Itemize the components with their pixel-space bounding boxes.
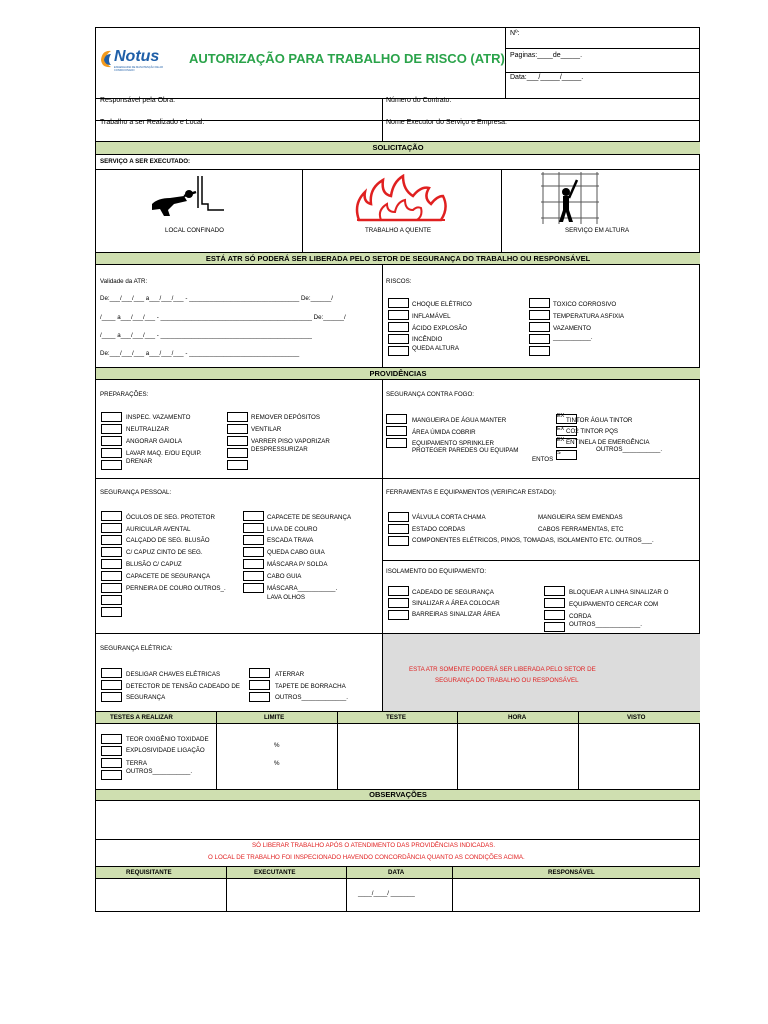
preparacao-item: LAVAR MAQ. E/OU EQUIP. [126,450,202,457]
risco-item: QUEDA ALTURA [412,345,459,352]
pessoal-item: ÓCULOS DE SEG. PROTETOR [126,514,215,521]
pessoal-checkbox[interactable] [101,607,122,617]
fogo-item: MANGUEIRA DE ÁGUA MANTER [412,417,507,424]
fogo-item: EQUIPAMENTO SPRINKLER [412,440,494,447]
assinatura-col-header: EXECUTANTE [254,869,296,876]
preparacao-item: VARRER PISO VAPORIZAR [251,438,330,445]
eletrica-item: DETECTOR DE TENSÃO CADEADO DE [126,683,240,690]
eletrica-checkbox[interactable] [101,680,122,690]
pessoal-checkbox[interactable] [101,595,122,605]
ferramenta-checkbox[interactable] [388,512,409,522]
isolamento-item: BLOQUEAR A LINHA SINALIZAR O [569,589,669,596]
data-field[interactable]: Data:___/_____/_____. [510,74,584,81]
pessoal-checkbox[interactable] [101,523,122,533]
risco-item: VAZAMENTO [553,325,591,332]
risco-checkbox[interactable] [388,322,409,332]
preparacao-checkbox[interactable] [227,424,248,434]
preparacao-checkbox[interactable] [227,436,248,446]
pessoal-item: AURICULAR AVENTAL [126,526,191,533]
isolamento-label: ISOLAMENTO DO EQUIPAMENTO: [386,568,487,575]
executor-field[interactable]: Nome Executor do Serviço e Empresa: [386,119,507,126]
risco-checkbox[interactable] [529,334,550,344]
preparacao-checkbox[interactable] [227,448,248,458]
numero-field[interactable]: Nº: [510,30,520,37]
testes-col-header: TESTE [386,714,406,721]
isolamento-item: OUTROS_____________. [569,621,642,628]
eletrica-item: DESLIGAR CHAVES ELÉTRICAS [126,671,221,678]
assinatura-col-header: DATA [388,869,405,876]
teste-checkbox[interactable] [101,734,122,744]
pessoal-item: LUVA DE COURO [267,526,318,533]
isolamento-item: BARREIRAS SINALIZAR ÁREA [412,611,501,618]
height-work-pictogram [539,172,601,224]
preparacao-item: INSPEC. VAZAMENTO [126,414,191,421]
fogo-prefix: EX [557,426,565,432]
eletrica-note-panel [383,634,700,715]
risco-checkbox[interactable] [529,322,550,332]
fogo-label: SEGURANÇA CONTRA FOGO: [386,391,475,398]
preparacao-item: NEUTRALIZAR [126,426,169,433]
fogo-item: ENTOS [532,456,554,463]
fogo-prefix: S [557,450,561,456]
eletrica-note-line-2: SEGURANÇA DO TRABALHO OU RESPONSÁVEL [435,677,579,684]
testes-col-header: HORA [508,714,527,721]
preparacao-item: DRENAR [126,458,153,465]
eletrica-checkbox[interactable] [249,668,270,678]
fogo-prefix: EX [557,437,565,443]
fogo-checkbox[interactable] [386,426,407,436]
teste-item: TERRA [126,760,147,767]
isolamento-checkbox[interactable] [388,598,409,608]
pessoal-item: BLUSÃO C/ CAPUZ [126,561,182,568]
risco-checkbox[interactable] [388,310,409,320]
risco-item: ___________. [553,334,593,341]
scaffold-icon [539,172,601,224]
risco-checkbox[interactable] [388,346,409,356]
fogo-checkbox[interactable] [386,438,407,448]
isolamento-checkbox[interactable] [388,586,409,596]
ferramenta-item: ESTADO CORDAS [412,526,466,533]
teste-checkbox[interactable] [101,770,122,780]
fogo-item: TINTOR ÁGUA TINTOR [566,417,633,424]
flame-icon [351,174,451,224]
eletrica-item: SEGURANÇA [126,694,166,701]
hot-work-pictogram [351,174,451,224]
risco-checkbox[interactable] [529,298,550,308]
pessoal-item: LAVA OLHOS [267,594,305,601]
warning-line-2: O LOCAL DE TRABALHO FOI INSPECIONADO HAVENDO CONCORDÂNCIA QUANTO AS CONDIÇÕES ACIMA. [208,854,525,861]
pessoal-item: MÁSCARA P/ SOLDA [267,561,328,568]
isolamento-item: EQUIPAMENTO CERCAR COM [569,601,659,608]
riscos-label: RISCOS: [386,278,412,285]
eletrica-item: ATERRAR [275,671,305,678]
isolamento-checkbox[interactable] [544,586,565,596]
isolamento-item: CORDA [569,613,592,620]
pessoal-checkbox[interactable] [101,583,122,593]
pessoal-checkbox[interactable] [243,511,264,521]
pessoal-checkbox[interactable] [243,559,264,569]
risco-checkbox[interactable] [388,298,409,308]
pessoal-checkbox[interactable] [243,571,264,581]
solicitacao-header: SOLICITAÇÃO [96,141,700,155]
preparacao-checkbox[interactable] [227,412,248,422]
pessoal-label: SEGURANÇA PESSOAL: [100,489,172,496]
liberacao-banner: ESTÁ ATR SÓ PODERÁ SER LIBERADA PELO SETOR DE SEGURANÇA DO TRABALHO OU RESPONSÁVEL [96,252,700,265]
trabalho-local-field[interactable]: Trabalho a ser Realizado e Local: [100,119,205,126]
ferramenta-item: MANGUEIRA SEM EMENDAS [538,514,623,521]
service-label-altura: SERVIÇO EM ALTURA [565,227,630,234]
service-label-quente: TRABALHO A QUENTE [365,227,432,234]
risco-checkbox[interactable] [529,346,550,356]
ferramenta-checkbox[interactable] [388,536,409,546]
risco-item: INFLAMÁVEL [412,313,451,320]
fogo-item: OUTROS___________. [596,446,663,453]
pessoal-checkbox[interactable] [101,571,122,581]
assinatura-col-header: RESPONSÁVEL [548,869,595,876]
pessoal-item: CAPACETE DE SEGURANÇA [126,573,211,580]
preparacao-item: REMOVER DEPÓSITOS [251,414,320,421]
eletrica-note-line-1: ESTA ATR SOMENTE PODERÁ SER LIBERADA PELO SETOR DE [409,666,596,673]
validade-row-2[interactable]: /____ a___/___/___ - ____________________________________________ De:______/ [100,314,346,321]
teste-checkbox[interactable] [101,758,122,768]
pessoal-item: CABO GUIA [267,573,302,580]
preparacao-checkbox[interactable] [101,448,122,458]
pessoal-checkbox[interactable] [243,583,264,593]
pessoal-item: CALÇADO DE SEG. BLUSÃO [126,537,210,544]
fogo-item: PROTEGER PAREDES OU EQUIPAM [412,447,519,454]
paginas-field[interactable]: Paginas:____de_____. [510,52,583,59]
teste-item: EXPLOSIVIDADE LIGAÇÃO [126,747,205,754]
isolamento-checkbox[interactable] [544,610,565,620]
fogo-item: CO2 TINTOR PQS [566,428,619,435]
fogo-checkbox[interactable] [386,414,407,424]
pessoal-item: ESCADA TRAVA [267,537,314,544]
confined-space-pictogram [144,174,229,222]
pessoal-checkbox[interactable] [101,511,122,521]
eletrica-item: OUTROS_____________. [275,694,348,701]
pessoal-item: CAPACETE DE SEGURANÇA [267,514,352,521]
isolamento-checkbox[interactable] [388,610,409,620]
observacoes-header: OBSERVAÇÕES [96,789,700,801]
preparacao-item: VENTILAR [251,426,282,433]
eletrica-checkbox[interactable] [249,680,270,690]
validade-row-3[interactable]: /____ a___/___/___ - ____________________________________________ [100,332,312,339]
assinatura-data-field[interactable]: ____/____/ _______ [358,890,415,897]
teste-item: OUTROS___________. [126,768,193,775]
executante-signature[interactable] [227,880,346,911]
preparacoes-label: PREPARAÇÕES: [100,391,149,398]
providencias-header: PROVIDÊNCIAS [96,367,700,380]
logo-name: Notus [114,48,160,65]
teste-limit: % [274,742,280,749]
isolamento-checkbox[interactable] [544,598,565,608]
risco-item: ÁCIDO EXPLOSÃO [412,325,468,332]
teste-item: TEOR OXIGÊNIO TOXIDADE [126,736,209,743]
pessoal-item: PERNEIRA DE COURO OUTROS_. [126,585,226,592]
servico-label: SERVIÇO A SER EXECUTADO: [100,158,191,165]
preparacao-item: DESPRESSURIZAR [251,446,308,453]
ferramenta-item: VÁLVULA CORTA CHAMA [412,514,486,521]
validade-label: Validade da ATR: [100,278,148,285]
observacoes-field[interactable] [96,801,700,839]
responsavel-obra-field[interactable]: Responsável pela Obra: [100,97,176,104]
teste-limit: % [274,760,280,767]
eletrica-label: SEGURANÇA ELÉTRICA: [100,645,173,652]
preparacao-checkbox[interactable] [101,412,122,422]
responsavel-signature[interactable] [453,880,700,911]
risco-checkbox[interactable] [388,334,409,344]
ferramenta-item: CABOS FERRAMENTAS, ETC [538,526,624,533]
eletrica-item: TAPETE DE BORRACHA [275,683,346,690]
risco-item: TOXICO CORROSIVO [553,301,617,308]
preparacao-checkbox[interactable] [101,460,122,470]
assinatura-col-header: REQUISITANTE [126,869,172,876]
preparacao-checkbox[interactable] [101,436,122,446]
pessoal-checkbox[interactable] [101,535,122,545]
logo-tagline: ENGENHARIA DE MANUTENÇÃO DE AR CONDICIONADO [114,66,164,72]
testes-col-header: TESTES A REALIZAR [110,714,173,721]
preparacao-checkbox[interactable] [101,424,122,434]
isolamento-checkbox[interactable] [544,622,565,632]
pessoal-checkbox[interactable] [243,523,264,533]
risco-item: CHOQUE ELÉTRICO [412,301,472,308]
preparacao-checkbox[interactable] [227,460,248,470]
eletrica-checkbox[interactable] [101,668,122,678]
validade-row-1[interactable]: De:___/___/___ a___/___/___ - ________________________________ De:______/ [100,295,333,302]
confined-space-icon [144,174,229,222]
teste-checkbox[interactable] [101,746,122,756]
ferramentas-label: FERRAMENTAS E EQUIPAMENTOS (VERIFICAR ESTADO): [386,489,557,496]
atr-form [95,27,700,912]
pessoal-checkbox[interactable] [243,547,264,557]
risco-checkbox[interactable] [529,310,550,320]
eletrica-checkbox[interactable] [249,692,270,702]
pessoal-checkbox[interactable] [243,535,264,545]
pessoal-checkbox[interactable] [101,559,122,569]
pessoal-checkbox[interactable] [101,547,122,557]
isolamento-item: CADEADO DE SEGURANÇA [412,589,494,596]
risco-item: TEMPERATURA ASFIXIA [553,313,625,320]
testes-col-header: LIMITE [264,714,285,721]
validade-row-4[interactable]: De:___/___/___ a___/___/___ - ________________________________ [100,350,300,357]
preparacao-item: ANGORAR GAIOLA [126,438,183,445]
warning-line-1: SÓ LIBERAR TRABALHO APÓS O ATENDIMENTO DAS PROVIDÊNCIAS INDICADAS. [252,842,496,849]
fogo-item: ENTINELA DE EMERGÊNCIA [566,439,650,446]
pessoal-item: MÁSCARA___________. [267,585,338,592]
fogo-item: ÁREA ÚMIDA COBRIR [412,429,476,436]
numero-contrato-field[interactable]: Número do Contrato: [386,97,452,104]
requisitante-signature[interactable] [96,880,226,911]
form-title: AUTORIZAÇÃO PARA TRABALHO DE RISCO (ATR) [189,51,505,66]
ferramenta-item: COMPONENTES ELÉTRICOS, PINOS, TOMADAS, ISOLAMENTO ETC. OUTROS___. [412,537,654,544]
fogo-prefix: EX [557,413,565,419]
pessoal-item: C/ CAPUZ CINTO DE SEG. [126,549,203,556]
eletrica-checkbox[interactable] [101,692,122,702]
ferramenta-checkbox[interactable] [388,524,409,534]
risco-item: INCÊNDIO [412,336,443,343]
service-label-confinado: LOCAL CONFINADO [165,227,224,234]
pessoal-item: QUEDA CABO GUIA [267,549,325,556]
isolamento-item: SINALIZAR A ÁREA COLOCAR [412,600,500,607]
testes-col-header: VISTO [627,714,646,721]
